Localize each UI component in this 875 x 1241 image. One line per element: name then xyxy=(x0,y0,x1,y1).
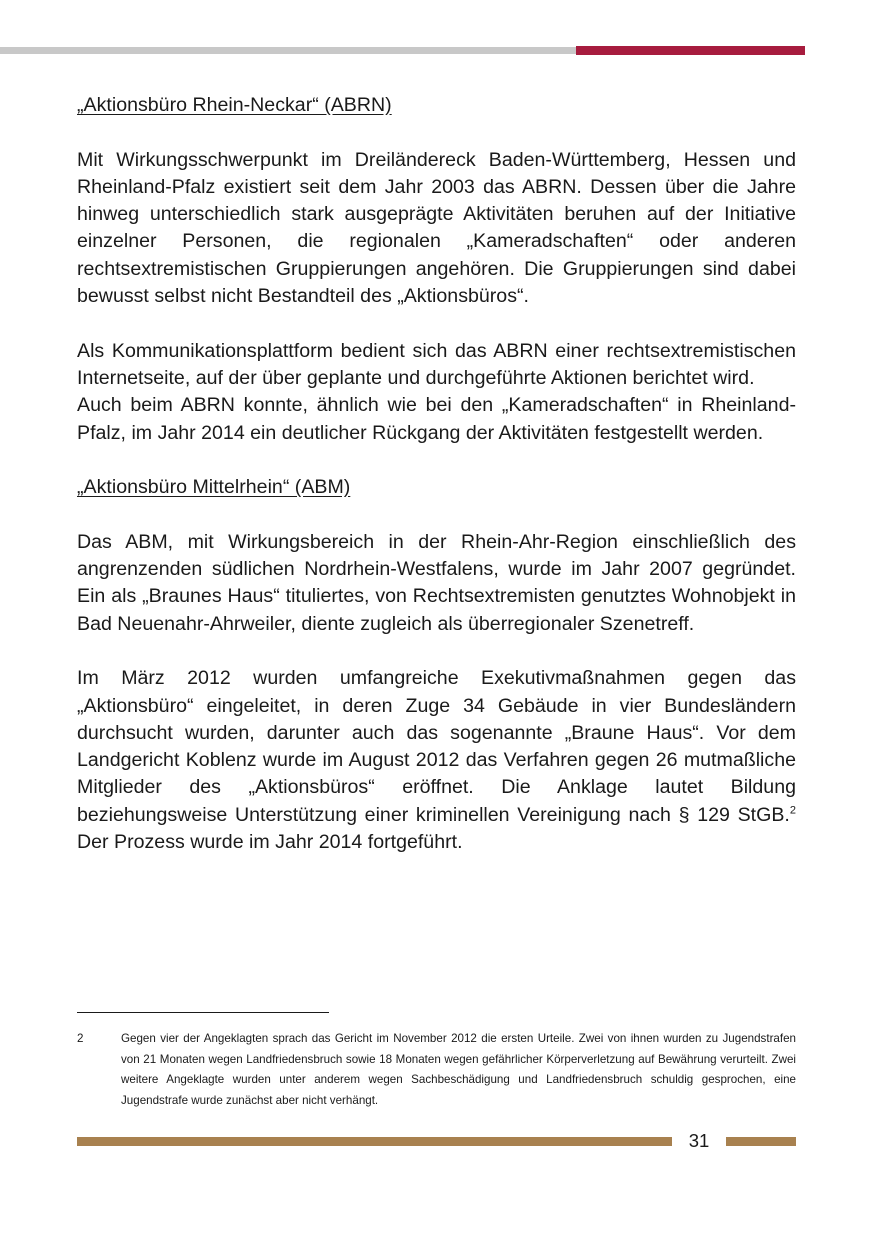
footer-bar-right xyxy=(726,1137,796,1146)
footnote-reference[interactable]: 2 xyxy=(789,804,796,817)
paragraph-abrn-intro: Mit Wirkungsschwerpunkt im Dreiländereck Baden-Württemberg, Hessen und Rheinland-Pfalz existiert seit dem Jahr 2003 das ABRN. Dessen über die Jahre hinweg unterschiedlich stark ausgeprägte Aktivitäten beruhen auf der Initiative einzelner Personen, die regionalen „Kameradschaften“ oder anderen rechtsextremistischen Gruppierungen angehören. Die Gruppierungen sind dabei bewusst selbst nicht Bestandteil des „Aktionsbüros“. xyxy=(77,148,796,308)
paragraph-abm-proceedings xyxy=(77,665,796,856)
paragraph-abrn-communication: Als Kommunikationsplattform bedient sich das ABRN einer rechtsextremistischen Internetseite, auf der über geplante und durchgeführte Aktionen berichtet wird. xyxy=(77,339,796,389)
paragraph-abm-proceedings-text: Im März 2012 wurden umfangreiche Exekutivmaßnahmen gegen das „Aktionsbüro“ eingeleitet, in deren Zuge 34 Gebäude in vier Bundesländern durchsucht wurden, darunter auch das sogenannte „Braune Haus“. Vor dem Landgericht Koblenz wurde im August 2012 das Verfahren gegen 26 mutmaßliche Mitglieder des „Aktionsbüros“ eröffnet. Die Anklage lautet Bildung beziehungsweise Unterstützung einer kriminellen Vereinigung nach § 129 StGB. xyxy=(77,667,796,826)
footnote-number: 2 xyxy=(77,1032,84,1045)
header-bar-grey xyxy=(0,47,576,54)
paragraph-abm-intro: Das ABM, mit Wirkungsbereich in der Rhein-Ahr-Region einschließlich des angrenzenden südlichen Nordrhein-Westfalens, wurde im Jahr 2007 gegründet. Ein als „Braunes Haus“ tituliertes, von Rechtsextremisten genutztes Wohnobjekt in Bad Neuenahr-Ahrweiler, diente zugleich als überregionaler Szenetreff. xyxy=(77,530,796,635)
footer-bar-left xyxy=(77,1137,672,1146)
section-heading-abm: „Aktionsbüro Mittelrhein“ (ABM) xyxy=(77,476,351,499)
main-content xyxy=(77,92,796,856)
footnote-text: Gegen vier der Angeklagten sprach das Gericht im November 2012 die ersten Urteile. Zwei von ihnen wurden zu Jugendstrafen von 21 Monaten wegen Landfriedensbruch sowie 18 Monaten wegen gefährlicher Körperverletzung auf Bewährung verurteilt. Zwei weitere Angeklagte wurden unter anderem wegen Sachbeschädigung und Landfriedensbruch schuldig gesprochen, eine Jugendstrafe wurde zunächst aber nicht verhängt. xyxy=(121,1032,796,1107)
page-number: 31 xyxy=(688,1130,710,1151)
footnote-divider xyxy=(77,1012,329,1013)
header-bar-accent xyxy=(576,46,805,55)
footnote xyxy=(77,1029,796,1111)
paragraph-abm-proceedings-tail: Der Prozess wurde im Jahr 2014 fortgeführt. xyxy=(77,831,463,854)
section-heading-abrn: „Aktionsbüro Rhein-Neckar“ (ABRN) xyxy=(77,94,392,116)
paragraph-abrn-decline: Auch beim ABRN konnte, ähnlich wie bei den „Kameradschaften“ in Rheinland-Pfalz, im Jahr 2014 ein deutlicher Rückgang der Aktivitäten festgestellt werden. xyxy=(77,394,796,444)
